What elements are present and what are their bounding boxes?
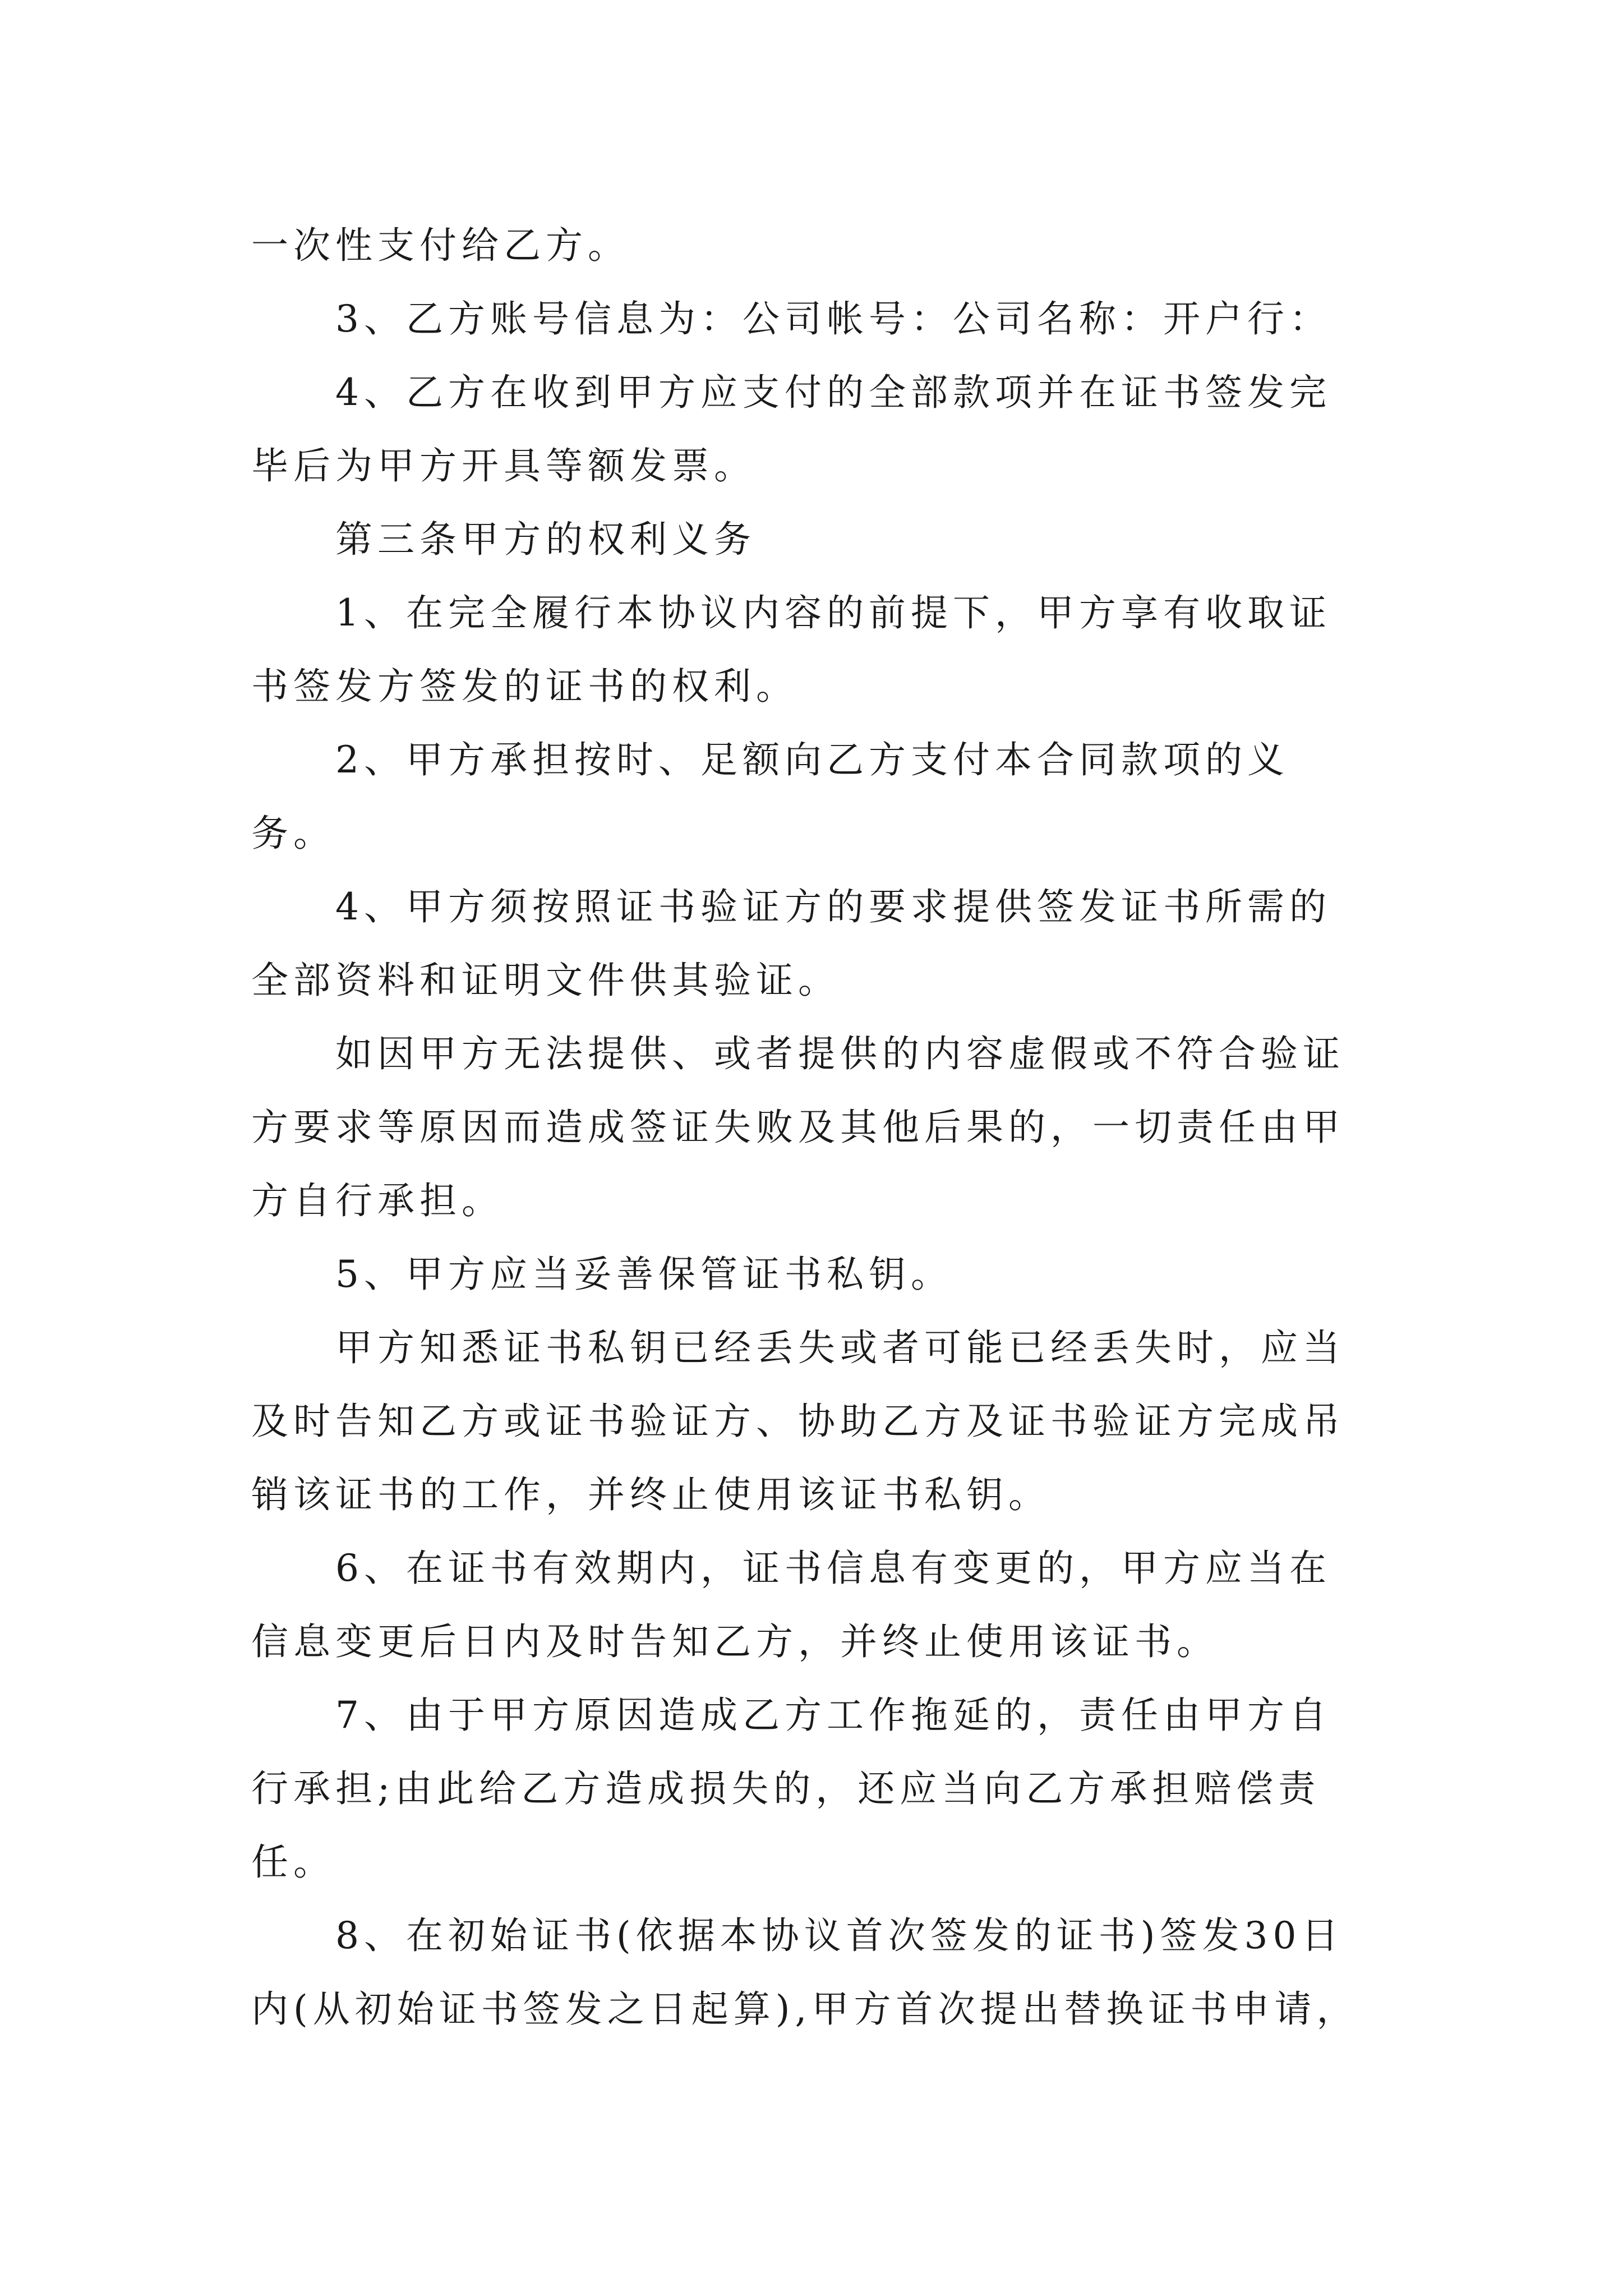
paragraph: 5、甲方应当妥善保管证书私钥。 xyxy=(335,1253,953,1296)
section-heading: 第三条甲方的权利义务 xyxy=(335,518,756,561)
paragraph: 一次性支付给乙方。 xyxy=(251,224,630,267)
paragraph: 8、在初始证书(依据本协议首次签发的证书)签发30日内(从初始证书签发之日起算),甲方首次提出替换证书申请， xyxy=(251,1914,1359,2031)
paragraph: 1、在完全履行本协议内容的前提下，甲方享有收取证书签发方签发的证书的权利。 xyxy=(251,591,1331,708)
paragraph: 如因甲方无法提供、或者提供的内容虚假或不符合验证方要求等原因而造成签证失败及其他后果的，一切责任由甲方自行承担。 xyxy=(251,1032,1345,1222)
paragraph: 6、在证书有效期内，证书信息有变更的，甲方应当在信息变更后日内及时告知乙方，并终止使用该证书。 xyxy=(251,1547,1331,1663)
paragraph: 3、乙方账号信息为：公司帐号：公司名称：开户行： xyxy=(335,297,1331,341)
paragraph: 4、甲方须按照证书验证方的要求提供签发证书所需的全部资料和证明文件供其验证。 xyxy=(251,885,1331,1002)
paragraph: 4、乙方在收到甲方应支付的全部款项并在证书签发完毕后为甲方开具等额发票。 xyxy=(251,371,1331,487)
paragraph: 甲方知悉证书私钥已经丢失或者可能已经丢失时，应当及时告知乙方或证书验证方、协助乙方及证书验证方完成吊销该证书的工作，并终止使用该证书私钥。 xyxy=(251,1326,1345,1516)
document-body xyxy=(251,209,1373,2046)
paragraph: 7、由于甲方原因造成乙方工作拖延的，责任由甲方自行承担;由此给乙方造成损失的，还应当向乙方承担赔偿责任。 xyxy=(251,1694,1331,1884)
paragraph: 2、甲方承担按时、足额向乙方支付本合同款项的义务。 xyxy=(251,738,1289,855)
